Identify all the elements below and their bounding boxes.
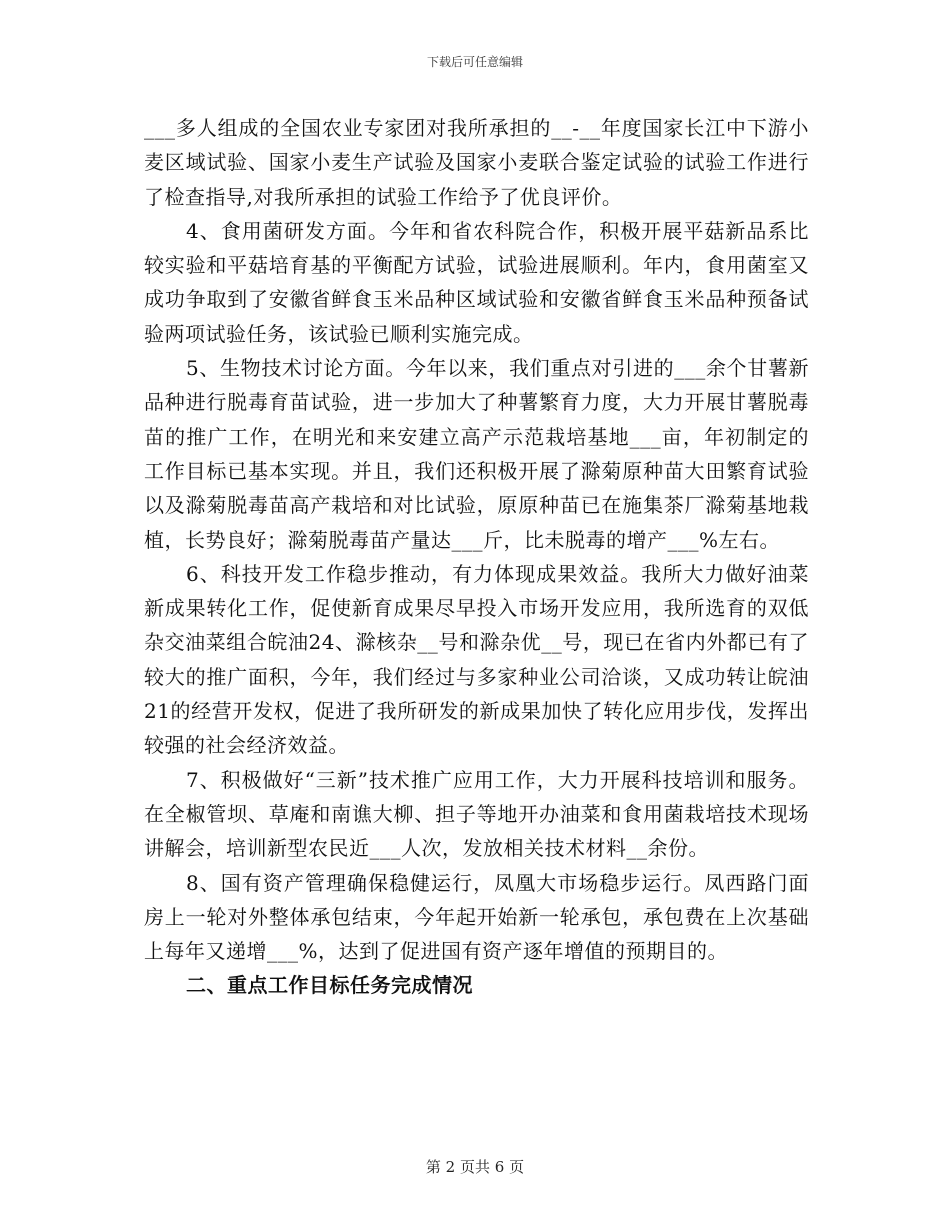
paragraph-edible-fungi: 4、食用菌研发方面。今年和省农科院合作，积极开展平菇新品系比较实验和平菇培育基的平衡配方试验，试验进展顺利。年内，食用菌室又成功争取到了安徽省鲜食玉米品种区域试验和安徽省鲜食玉米品种预备试验两项试验任务，该试验已顺利实施完成。 (144, 218, 809, 346)
paragraph-biotech: 5、生物技术讨论方面。今年以来，我们重点对引进的___余个甘薯新品种进行脱毒育苗试验，进一步加大了种薯繁育力度，大力开展甘薯脱毒苗的推广工作，在明光和来安建立高产示范栽培基地___亩，年初制定的工作目标已基本实现。并且，我们还积极开展了滁菊原种苗大田繁育试验以及滁菊脱毒苗高产栽培和对比试验，原原种苗已在施集茶厂滁菊基地栽植，长势良好；滁菊脱毒苗产量达___斤，比未脱毒的增产___%左右。 (144, 356, 809, 552)
paragraph-tech-promotion: 7、积极做好“三新”技术推广应用工作，大力开展科技培训和服务。在全椒管坝、草庵和南谯大柳、担子等地开办油菜和食用菌栽培技术现场讲解会，培训新型农民近___人次，发放相关技术材料__余份。 (144, 767, 809, 861)
page-header: 下载后可任意编辑 (426, 55, 523, 69)
paragraph-tech-development: 6、科技开发工作稳步推动，有力体现成果效益。我所大力做好油菜新成果转化工作，促使新育成果尽早投入市场开发应用，我所选育的双低杂交油菜组合皖油24、滁核杂__号和滁杂优__号，现已在省内外都已有了较大的推广面积，今年，我们经过与多家种业公司洽谈，又成功转让皖油21的经营开发权，促进了我所研发的新成果加快了转化应用步伐，发挥出较强的社会经济效益。 (144, 561, 809, 758)
document-body (144, 111, 809, 1003)
page-footer: 第 2 页共 6 页 (425, 1158, 525, 1176)
paragraph-asset-management: 8、国有资产管理确保稳健运行，凤凰大市场稳步运行。凤西路门面房上一轮对外整体承包结束，今年起开始新一轮承包，承包费在上次基础上每年又递增___%，达到了促进国有资产逐年增值的预期目的。 (144, 870, 809, 964)
paragraph-inspection: ___多人组成的全国农业专家团对我所承担的__-__年度国家长江中下游小麦区域试验、国家小麦生产试验及国家小麦联合鉴定试验的试验工作进行了检查指导,对我所承担的试验工作给予了优良评价。 (144, 116, 809, 209)
section-heading: 二、重点工作目标任务完成情况 (186, 973, 473, 998)
